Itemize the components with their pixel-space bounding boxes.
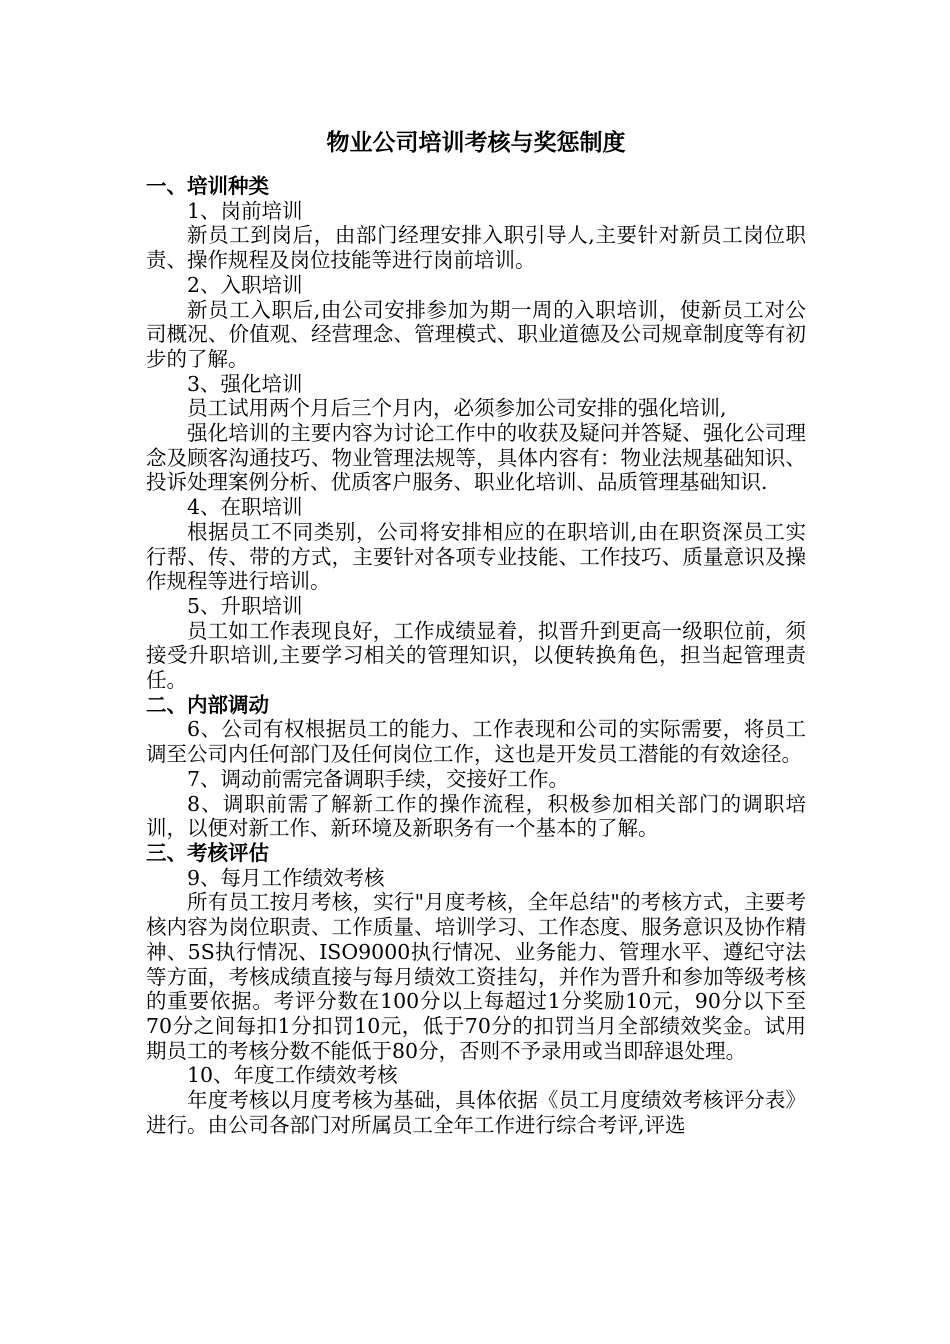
subheading-onboarding-training: 2、入职培训 <box>187 272 303 297</box>
subheading-on-the-job-training: 4、在职培训 <box>187 495 303 520</box>
subheading-pre-job-training: 1、岗前培训 <box>187 198 303 223</box>
subheading-intensive-training: 3、强化培训 <box>187 371 303 396</box>
subheading-annual-assessment: 10、年度工作绩效考核 <box>187 1063 398 1088</box>
paragraph-pre-job-training: 新员工到岗后，由部门经理安排入职引导人,主要针对新员工岗位职责、操作规程及岗位技能等进行岗前培训。 <box>146 223 806 273</box>
paragraph-onboarding-training: 新员工入职后,由公司安排参加为期一周的入职培训，使新员工对公司概况、价值观、经营理念、管理模式、职业道德及公司规章制度等有初步的了解。 <box>146 297 806 371</box>
section-heading-internal-transfer: 二、内部调动 <box>146 692 269 717</box>
paragraph-on-the-job-training: 根据员工不同类别，公司将安排相应的在职培训,由在职资深员工实行帮、传、带的方式，主要针对各项专业技能、工作技巧、质量意识及操作规程等进行培训。 <box>146 519 806 594</box>
document-page <box>146 128 806 1137</box>
subheading-monthly-assessment: 9、每月工作绩效考核 <box>187 865 385 890</box>
section-heading-assessment: 三、考核评估 <box>146 840 269 865</box>
subheading-promotion-training: 5、升职培训 <box>187 593 303 618</box>
paragraph-transfer-preparation: 8、调职前需了解新工作的操作流程，积极参加相关部门的调职培训，以便对新工作、新环境及新职务有一个基本的了解。 <box>146 791 806 841</box>
paragraph-intensive-training-content: 强化培训的主要内容为讨论工作中的收获及疑问并答疑、强化公司理念及顾客沟通技巧、物业管理法规等，具体内容有：物业法规基础知识、投诉处理案例分析、优质客户服务、职业化培训、品质管理基础知识. <box>146 421 806 495</box>
section-heading-training-types: 一、培训种类 <box>146 174 269 198</box>
paragraph-intensive-training: 员工试用两个月后三个月内，必须参加公司安排的强化培训, <box>187 396 727 421</box>
paragraph-transfer-right: 6、公司有权根据员工的能力、工作表现和公司的实际需要，将员工调至公司内任何部门及任何岗位工作，这也是开发员工潜能的有效途径。 <box>146 717 806 767</box>
paragraph-monthly-assessment: 所有员工按月考核，实行"月度考核，全年总结"的考核方式，主要考核内容为岗位职责、工作质量、培训学习、工作态度、服务意识及协作精神、5S执行情况、ISO9000执行情况、业务能力、管理水平、遵纪守法等方面，考核成绩直接与每月绩效工资挂勾，并作为晋升和参加等级考核的重要依据。考评分数在100分以上每超过1分奖励10元，90分以下至70分之间每扣1分扣罚10元，低于70分的扣罚当月全部绩效奖金。试用期员工的考核分数不能低于80分，否则不予录用或当即辞退处理。 <box>146 890 806 1063</box>
paragraph-annual-assessment: 年度考核以月度考核为基础，具体依据《员工月度绩效考核评分表》进行。由公司各部门对所属员工全年工作进行综合考评,评选 <box>146 1088 806 1137</box>
document-title: 物业公司培训考核与奖惩制度 <box>326 129 626 156</box>
paragraph-promotion-training: 员工如工作表现良好，工作成绩显着，拟晋升到更高一级职位前，须接受升职培训,主要学习相关的管理知识，以便转换角色，担当起管理责任。 <box>146 618 806 693</box>
paragraph-transfer-procedure: 7、调动前需完备调职手续，交接好工作。 <box>187 766 570 791</box>
